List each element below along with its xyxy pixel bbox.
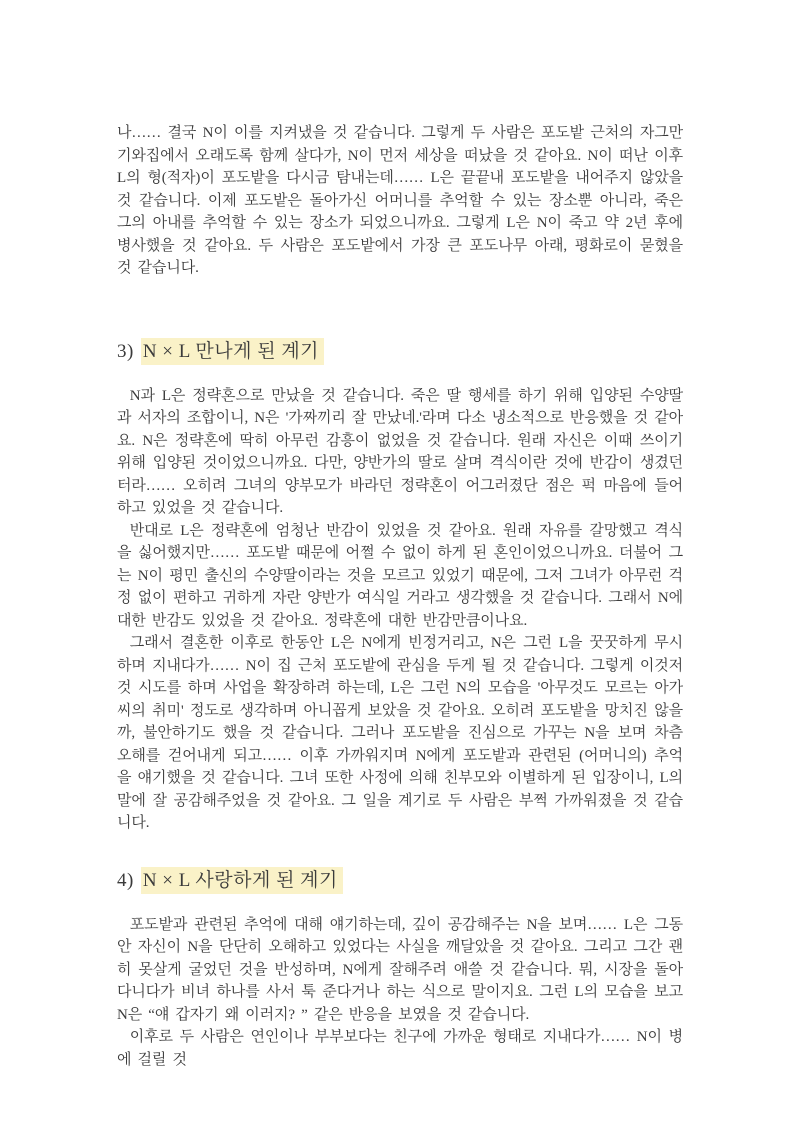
section-4-paragraph-1: 포도밭과 관련된 추억에 대해 얘기하는데, 깊이 공감해주는 N을 보며…… L은 그동안 자신이 N을 단단히 오해하고 있었다는 사실을 깨달았을 것 같아요. 그리고 그간 괜히 못살게 굴었던 것을 반성하며, N에게 잘해주려 애쓸 것 같습니다. 뭐, 시장을 돌아다니다가 비녀 하나를 사서 툭 준다거나 하는 식으로 말이지요. 그런 L의 모습을 보고 N은 “얘 갑자기 왜 이러지? ” 같은 반응을 보였을 것 같습니다. bbox=[117, 916, 683, 1023]
section-3-paragraph-3: 그래서 결혼한 이후로 한동안 L은 N에게 빈정거리고, N은 그런 L을 꿋꿋하게 무시하며 지내다가…… N이 집 근처 포도밭에 관심을 두게 될 것 같습니다. 그렇게 이것저것 시도를 하며 사업을 확장하려 하는데, L은 그런 N의 모습을 '아무것도 모르는 아가씨의 취미' 정도로 생각하며 아니꼽게 보았을 것 같아요. 오히려 포도밭을 망치진 않을까, 불안하기도 했을 것 같습니다. 그러나 포도밭을 진심으로 가꾸는 N을 보며 차츰 오해를 걷어내게 되고…… 이후 가까워지며 N에게 포도밭과 관련된 (어머니의) 추억을 얘기했을 것 같습니다. 그녀 또한 사정에 의해 친부모와 이별하게 된 입장이니, L의 말에 잘 공감해주었을 것 같아요. 그 일을 계기로 두 사람은 부쩍 가까워졌을 것 같습니다. bbox=[117, 635, 683, 831]
section-4-paragraph-2: 이후로 두 사람은 연인이나 부부보다는 친구에 가까운 형태로 지내다가…… N이 병에 걸릴 것 bbox=[117, 1029, 683, 1068]
section-4-heading bbox=[117, 865, 683, 892]
section-3-paragraph-1: N과 L은 정략혼으로 만났을 것 같습니다. 죽은 딸 행세를 하기 위해 입양된 수양딸과 서자의 조합이니, N은 '가짜끼리 잘 만났네.'라며 다소 냉소적으로 반응했을 것 같아요. N은 정략혼에 딱히 아무런 감흥이 없었을 것 같습니다. 원래 자신은 이때 쓰이기 위해 입양된 것이었으니까요. 다만, 양반가의 딸로 살며 격식이란 것에 반감이 생겼던 터라…… 오히려 그녀의 양부모가 바라던 정략혼이 어그러졌단 점은 퍽 마음에 들어 하고 있었을 것 같습니다. bbox=[117, 387, 683, 516]
section-4-title-highlighted: N × L 사랑하게 된 계기 bbox=[141, 867, 343, 894]
section-3-number: 3) bbox=[117, 340, 134, 362]
intro-paragraph: 나…… 결국 N이 이를 지켜냈을 것 같습니다. 그렇게 두 사람은 포도밭 근처의 자그만 기와집에서 오래도록 함께 살다가, N이 먼저 세상을 떠났을 것 같아요. N이 떠난 이후 L의 형(적자)이 포도밭을 다시금 탐내는데…… L은 끝끝내 포도밭을 내어주지 않았을 것 같습니다. 이제 포도밭은 돌아가신 어머니를 추억할 수 있는 장소뿐 아니라, 죽은 그의 아내를 추억할 수 있는 장소가 되었으니까요. 그렇게 L은 N이 죽고 약 2년 후에 병사했을 것 같아요. 두 사람은 포도밭에서 가장 큰 포도나무 아래, 평화로이 묻혔을 것 같습니다. bbox=[117, 125, 683, 276]
section-3-heading bbox=[117, 336, 683, 363]
section-3-paragraph-2: 반대로 L은 정략혼에 엄청난 반감이 있었을 것 같아요. 원래 자유를 갈망했고 격식을 싫어했지만…… 포도밭 때문에 어쩔 수 없이 하게 된 혼인이었으니까요. 더불어 그는 N이 평민 출신의 수양딸이라는 것을 모르고 있었기 때문에, 그저 그녀가 아무런 걱정 없이 편하고 귀하게 자란 양반가 여식일 거라고 생각했을 것 같습니다. 그래서 N에 대한 반감도 있었을 것 같아요. 정략혼에 대한 반감만큼이나요. bbox=[117, 522, 683, 629]
section-4-number: 4) bbox=[117, 869, 134, 891]
section-3-title-highlighted: N × L 만나게 된 계기 bbox=[141, 338, 324, 365]
